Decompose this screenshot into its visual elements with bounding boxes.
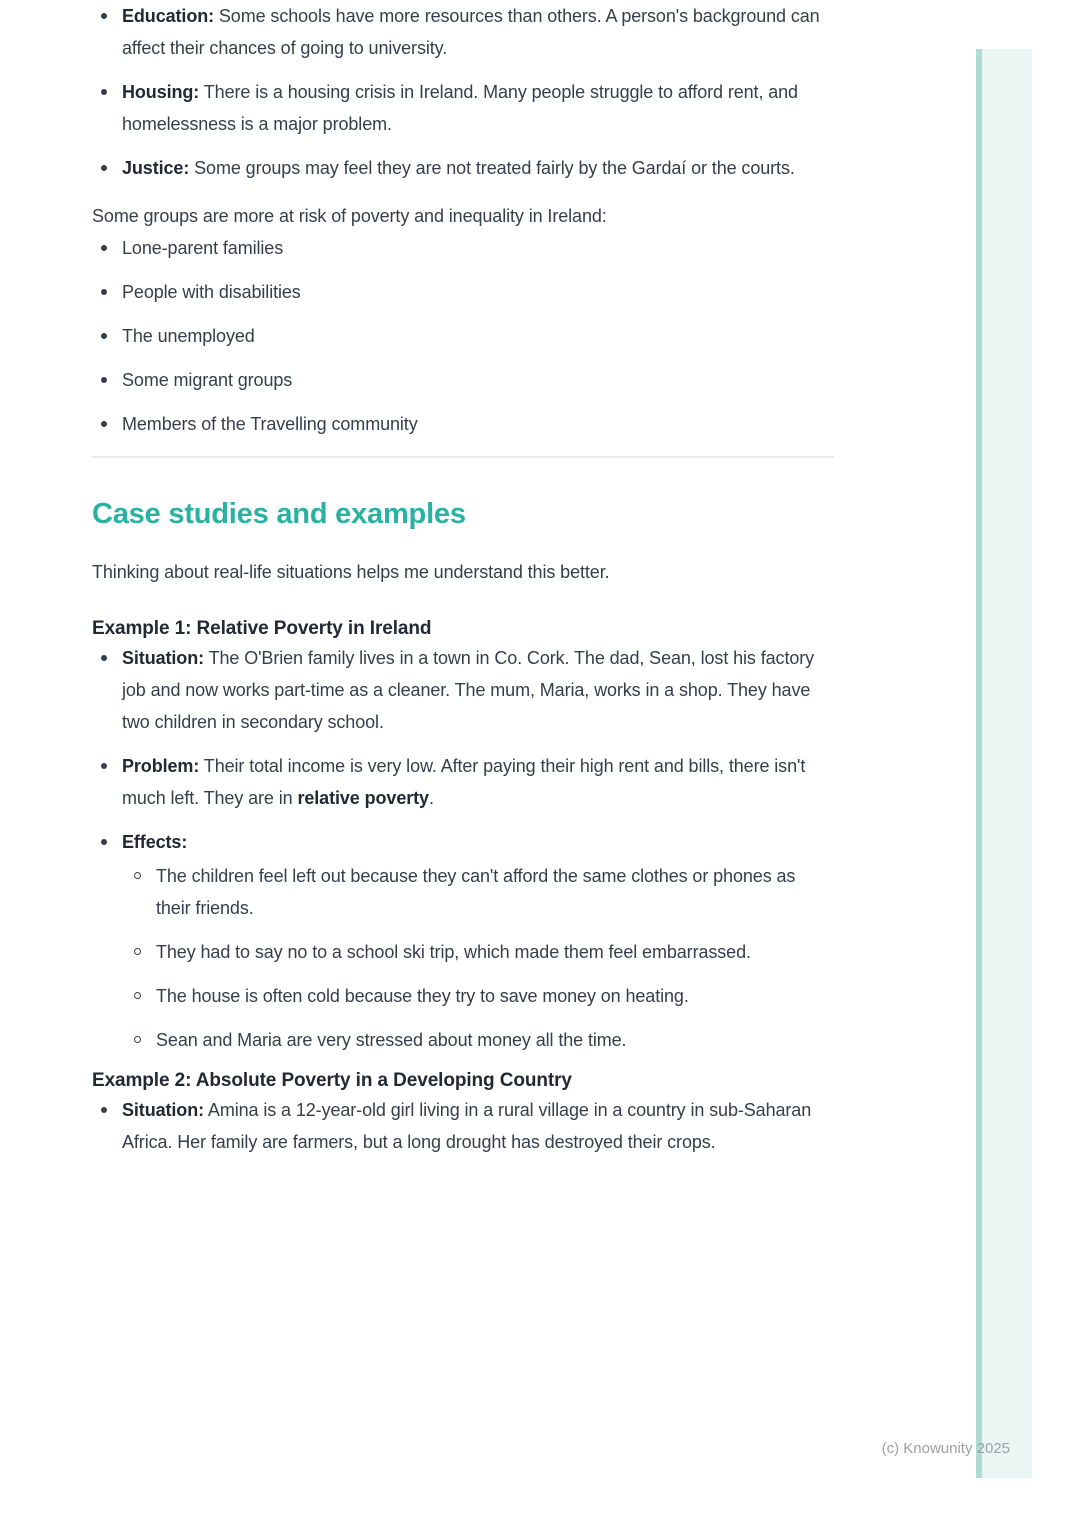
bullet-text: Amina is a 12-year-old girl living in a rural village in a country in sub-Saharan Africa. Her family are farmers, but a long drought has destroyed their crops. bbox=[122, 1100, 812, 1152]
sub-list-item bbox=[122, 860, 834, 924]
list-item bbox=[92, 76, 834, 140]
bullet-text: There is a housing crisis in Ireland. Many people struggle to afford rent, and homelessness is a major problem. bbox=[122, 82, 798, 134]
bullet-dot-icon bbox=[101, 13, 107, 19]
bullet-circle-icon bbox=[134, 1036, 141, 1043]
example1-list bbox=[92, 642, 834, 1056]
bullet-dot-icon bbox=[101, 89, 107, 95]
bullet-dot-icon bbox=[101, 421, 107, 427]
bullet-text: The O'Brien family lives in a town in Co. Cork. The dad, Sean, lost his factory job and now works part-time as a cleaner. The mum, Maria, works in a shop. They have two children in secondary school. bbox=[122, 648, 815, 732]
list-item-text: Members of the Travelling community bbox=[122, 414, 418, 434]
list-item bbox=[92, 408, 834, 440]
effects-sublist bbox=[122, 860, 834, 1056]
list-item bbox=[92, 232, 834, 264]
bullet-label: Situation: bbox=[122, 648, 204, 668]
bullet-label: Housing: bbox=[122, 82, 200, 102]
list-item-text: Lone-parent families bbox=[122, 238, 284, 258]
bullet-circle-icon bbox=[134, 948, 141, 955]
bullet-label: Situation: bbox=[122, 1100, 204, 1120]
sub-list-item bbox=[122, 980, 834, 1012]
bullet-label: Effects: bbox=[122, 832, 188, 852]
bullet-dot-icon bbox=[101, 763, 107, 769]
bullet-dot-icon bbox=[101, 333, 107, 339]
sub-list-item bbox=[122, 936, 834, 968]
sub-list-item-text: The house is often cold because they try to save money on heating. bbox=[156, 986, 689, 1006]
bullet-circle-icon bbox=[134, 992, 141, 999]
bullet-dot-icon bbox=[101, 289, 107, 295]
sub-list-item-text: Sean and Maria are very stressed about money all the time. bbox=[156, 1030, 627, 1050]
section-divider bbox=[92, 456, 834, 458]
bullet-text: . bbox=[428, 788, 434, 808]
example2-list bbox=[92, 1094, 834, 1158]
list-item bbox=[92, 276, 834, 308]
list-item bbox=[92, 152, 834, 184]
bullet-text: Their total income is very low. After paying their high rent and bills, there isn't much left. They are in bbox=[122, 756, 806, 808]
list-item bbox=[92, 0, 834, 64]
list-item-text: People with disabilities bbox=[122, 282, 301, 302]
section-heading: Case studies and examples bbox=[92, 498, 466, 530]
bullet-label: Problem: bbox=[122, 756, 200, 776]
list-item-effects bbox=[92, 826, 834, 1056]
bullet-dot-icon bbox=[101, 839, 107, 845]
bullet-dot-icon bbox=[101, 1107, 107, 1113]
sub-list-item-text: They had to say no to a school ski trip, which made them feel embarrassed. bbox=[156, 942, 751, 962]
bullet-dot-icon bbox=[101, 655, 107, 661]
risk-intro-paragraph: Some groups are more at risk of poverty and inequality in Ireland: bbox=[92, 206, 607, 226]
bullet-text: Some groups may feel they are not treated fairly by the Gardaí or the courts. bbox=[194, 158, 795, 178]
sub-list-item-text: The children feel left out because they can't afford the same clothes or phones as their friends. bbox=[156, 866, 796, 918]
copyright-footer: (c) Knowunity 2025 bbox=[881, 1440, 1010, 1457]
page-edge-accent-bar bbox=[976, 49, 1032, 1478]
bullet-text: Some schools have more resources than others. A person's background can affect their chances of going to university. bbox=[122, 6, 820, 58]
list-item-problem bbox=[92, 750, 834, 814]
section-intro: Thinking about real-life situations helps me understand this better. bbox=[92, 562, 610, 582]
list-item-situation bbox=[92, 642, 834, 738]
example1-title: Example 1: Relative Poverty in Ireland bbox=[92, 618, 432, 639]
bullet-label: Justice: bbox=[122, 158, 190, 178]
list-item bbox=[92, 320, 834, 352]
bullet-text-emphasis: relative poverty bbox=[297, 788, 429, 808]
bullet-dot-icon bbox=[101, 245, 107, 251]
bullet-dot-icon bbox=[101, 377, 107, 383]
list-item bbox=[92, 364, 834, 396]
inequality-areas-list bbox=[92, 0, 834, 184]
list-item-situation bbox=[92, 1094, 834, 1158]
bullet-circle-icon bbox=[134, 872, 141, 879]
example2-title: Example 2: Absolute Poverty in a Developing Country bbox=[92, 1070, 572, 1091]
risk-groups-list bbox=[92, 232, 834, 440]
list-item-text: The unemployed bbox=[122, 326, 255, 346]
bullet-dot-icon bbox=[101, 165, 107, 171]
sub-list-item bbox=[122, 1024, 834, 1056]
list-item-text: Some migrant groups bbox=[122, 370, 293, 390]
bullet-label: Education: bbox=[122, 6, 214, 26]
document-content bbox=[92, 0, 834, 1170]
